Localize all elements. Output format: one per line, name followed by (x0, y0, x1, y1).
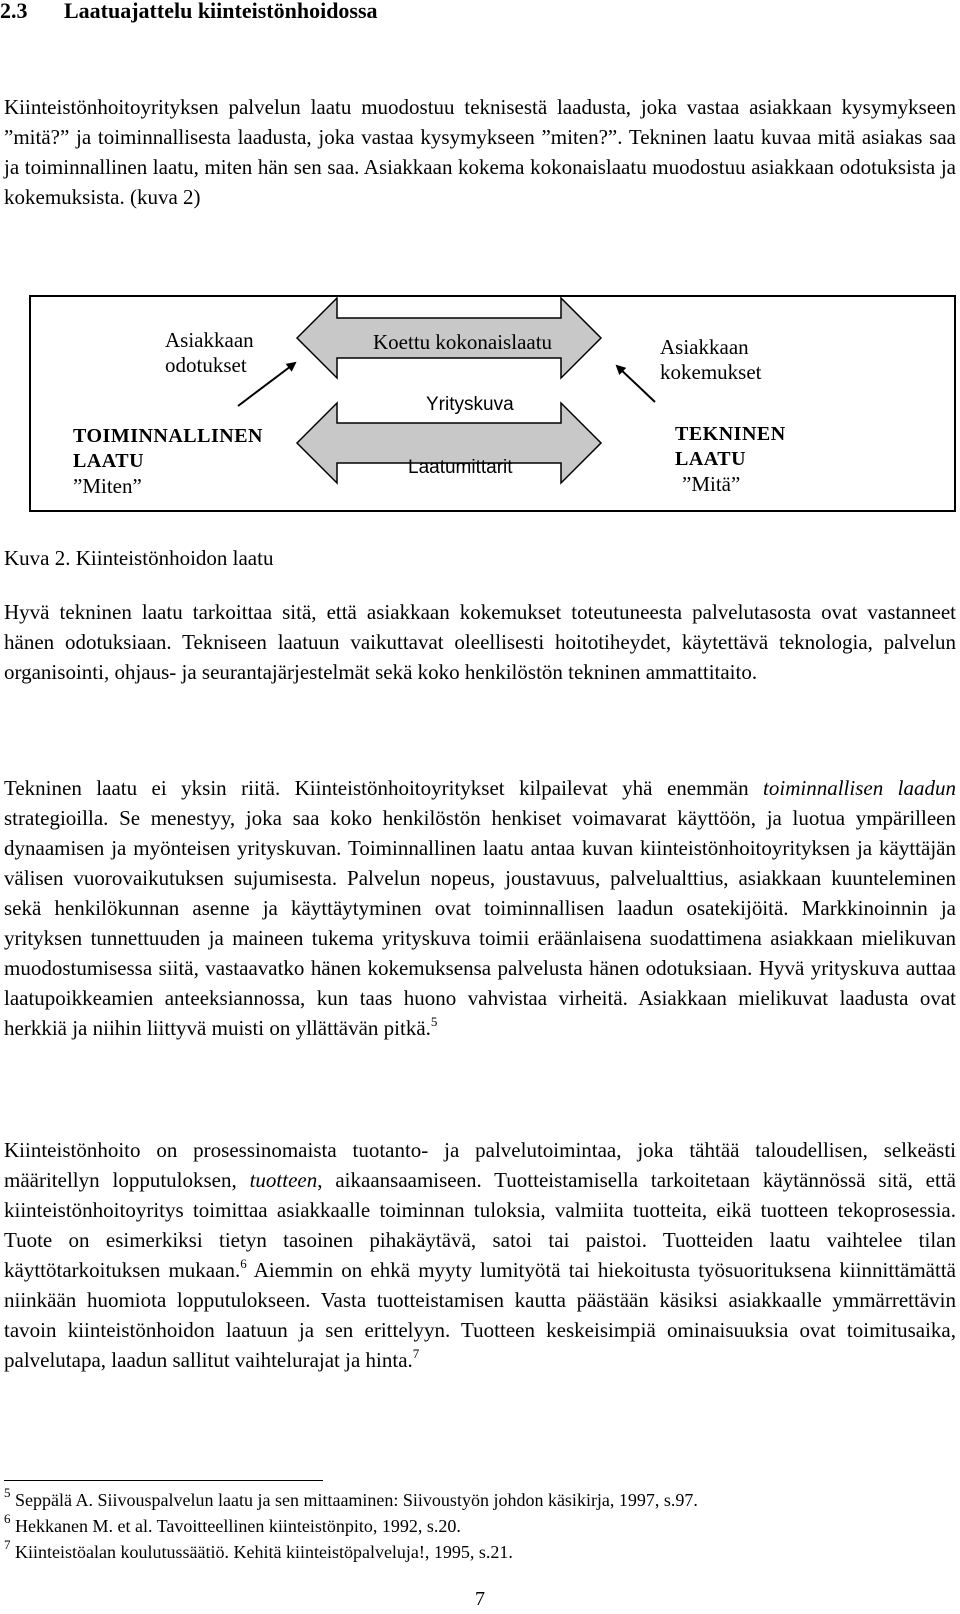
italic-term: tuotteen (249, 1168, 318, 1192)
footnote-divider (4, 1480, 323, 1481)
right-connector-arrow (617, 366, 655, 402)
page-number: 7 (475, 1588, 485, 1610)
footnote: $^5$ Seppälä A. Siivouspalvelun laatu ja sen mittaaminen: Siivoustyön johdon käsikirja, 1997, s.97. (4, 1485, 698, 1510)
paragraph-2: Hyvä tekninen laatu tarkoittaa sitä, että asiakkaan kokemukset toteutuneesta palvelutasosta ovat vastanneet hänen odotuksiaan. Tekniseen laatuun vaikuttavat oleellisesti hoitotiheydet, käytettävä teknologia, palvelun organisointi, ohjaus- ja seurantajärjestelmät sekä koko henkilöstön tekninen ammattitaito. (4, 600, 956, 684)
left-title: TOIMINNALLINEN LAATU (73, 425, 263, 472)
footnote-ref: 7 (412, 1346, 420, 1361)
left-top-label: Asiakkaan odotukset (165, 328, 254, 377)
right-top-label: Asiakkaan kokemukset (660, 335, 762, 384)
footnote: $^6$ Hekkanen M. et al. Tavoitteellinen kiinteistönpito, 1992, s.20. (4, 1511, 461, 1536)
section-heading (0, 0, 378, 26)
upper-arrow-label: Koettu kokonaislaatu (373, 330, 553, 354)
center-label: Yrityskuva (426, 394, 514, 415)
paragraph-3: Tekninen laatu ei yksin riitä. Kiinteistönhoitoyritykset kilpailevat yhä enemmän toiminnallisen laadun strategioilla. Se menestyy, joka saa koko henkilöstön henkiset voimavarat käyttöön, ja luotua ympärilleen dynaamisen ja myönteisen yrityskuvan. Toiminnallinen laatu antaa kuvan kiinteistönhoitoyrityksen ja käyttäjän välisen vuorovaikutuksen sujumisesta. Palvelun nopeus, joustavuus, palvelualttius, asiakkaan kuunteleminen sekä henkilökunnan asenne ja käyttäytyminen ovat toiminnallisen laadun osatekijöitä. Markkinoinnin ja yrityksen tunnettuuden ja maineen tukema yrityskuva toimii eräänlaisena suodattimena asiakkaan mielikuvan muodostumisessa siitä, vastaavatko hänen kokemuksensa palvelusta hänen odotuksiaan. Hyvä yrityskuva auttaa laatupoikkeamien anteeksiannossa, kun taas huono vahvistaa virheitä. Asiakkaan mielikuvat laadusta ovat herkkiä ja niihin liittyvä muisti on yllättävän pitkä.$^5$ (4, 776, 956, 1040)
footnote: $^7$ Kiinteistöalan koulutussäätiö. Kehitä kiinteistöpalveluja!, 1995, s.21. (4, 1537, 513, 1562)
right-title: TEKNINEN LAATU (675, 423, 786, 470)
paragraph-1: Kiinteistönhoitoyrityksen palvelun laatu muodostuu teknisestä laadusta, joka vastaa asiakkaan kysymykseen ”mitä?” ja toiminnallisesta laadusta, joka vastaa kysymykseen ”miten?”. Tekninen laatu kuvaa mitä asiakas saa ja toiminnallinen laatu, miten hän sen saa. Asiakkaan kokema kokonaislaatu muodostuu asiakkaan odotuksista ja kokemuksista. (kuva 2) (4, 95, 956, 209)
left-subtitle: ”Miten” (73, 474, 142, 498)
footnote-ref: 5 (430, 1014, 438, 1029)
figure-caption: Kuva 2. Kiinteistönhoidon laatu (4, 546, 274, 570)
lower-arrow-label: Laatumittarit (408, 457, 513, 478)
section-title: Laatuajattelu kiinteistönhoidossa (64, 0, 378, 23)
quality-figure (29, 295, 956, 512)
section-number: 2.3 (0, 0, 28, 23)
footnote-ref: 6 (240, 1256, 247, 1271)
paragraph-4: Kiinteistönhoito on prosessinomaista tuotanto- ja palvelutoimintaa, joka tähtää taloudellisen, selkeästi määritellyn lopputuloksen, tuotteen, aikaansaamiseen. Tuotteistamisella tarkoitetaan käytännössä sitä, että kiinteistönhoitoyritys toimittaa asiakkaalle toiminnan tuloksia, valmiita tuotteita, eikä tuotteen tekoprosessia. Tuote on esimerkiksi tietyn tasoinen pihakäytävä, satoi tai paistoi. Tuotteiden laatu vaihtelee tilan käyttötarkoituksen mukaan.$^6$ Aiemmin on ehkä myyty lumityötä tai hiekoitusta työsuorituksena kiinnittämättä niinkään huomiota lopputulokseen. Vasta tuotteistamisen kautta päästään käsiksi asiakkaalle ymmärrettävin tavoin kiinteistönhoidon laatuun ja sen erittelyyn. Tuotteen keskeisimpiä ominaisuuksia ovat toimitusaika, palvelutapa, laadun sallitut vaihtelurajat ja hinta.$^7$ (4, 1138, 956, 1372)
right-subtitle: ”Mitä” (682, 472, 741, 496)
footnotes (4, 1487, 944, 1565)
italic-term: toiminnallisen laadun (763, 776, 956, 800)
